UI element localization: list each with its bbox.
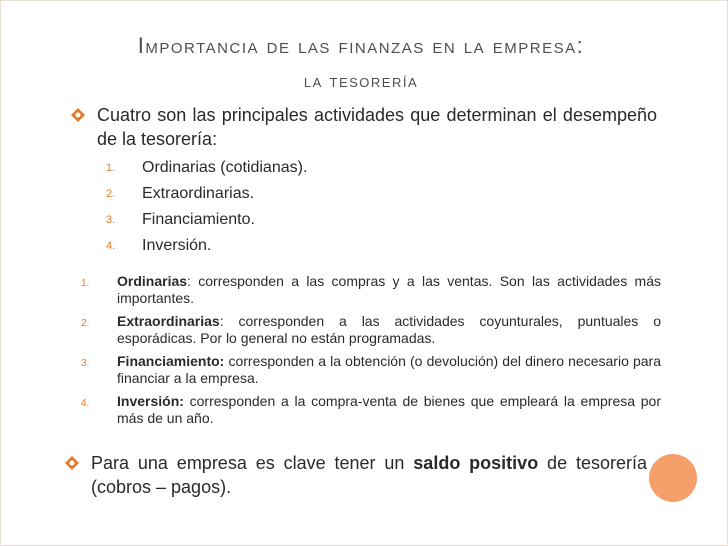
detail-item	[81, 313, 661, 347]
final-bold: saldo positivo	[413, 453, 539, 473]
detail-number: 3.	[81, 358, 90, 369]
detail-term: Financiamiento:	[117, 353, 225, 369]
list-number: 2.	[106, 188, 116, 200]
title-line-1: Importancia de las finanzas en la empresa:	[137, 33, 585, 58]
detail-list	[81, 273, 661, 433]
detail-text	[117, 393, 661, 427]
detail-term: Inversión:	[117, 393, 184, 409]
detail-number: 1.	[81, 278, 90, 289]
detail-number: 2.	[81, 318, 90, 329]
detail-term: Ordinarias	[117, 273, 188, 289]
slide-title	[61, 31, 661, 95]
title-line-2: la tesorería	[303, 71, 419, 92]
final-before: Para una empresa es clave tener un	[91, 453, 414, 473]
detail-sep: :	[187, 273, 191, 289]
detail-desc: corresponden a la obtención (o devolución) del dinero necesario para financiar a la empresa.	[117, 353, 661, 386]
list-number: 4.	[106, 240, 116, 252]
list-text: Inversión.	[142, 237, 212, 254]
detail-desc: corresponden a la compra-venta de bienes que empleará la empresa por más de un año.	[117, 393, 661, 426]
detail-term: Extraordinarias	[117, 313, 220, 329]
detail-text	[117, 273, 661, 307]
intro-text: Cuatro son las principales actividades que determinan el desempeño de la tesorería:	[97, 105, 657, 149]
detail-text	[117, 313, 661, 347]
list-number: 1.	[106, 162, 116, 174]
detail-sep: :	[219, 313, 224, 329]
list-number: 3.	[106, 214, 116, 226]
list-text: Ordinarias (cotidianas).	[142, 159, 308, 176]
detail-number: 4.	[81, 398, 90, 409]
detail-item	[81, 393, 661, 427]
detail-item	[81, 353, 661, 387]
detail-text	[117, 353, 661, 387]
list-item	[106, 181, 506, 207]
list-item	[106, 207, 506, 233]
bullet-icon	[65, 456, 79, 470]
decorative-circle	[649, 454, 697, 502]
list-item	[106, 233, 506, 259]
detail-desc: corresponden a las actividades coyunturales, puntuales o esporádicas. Por lo general no están programadas.	[117, 313, 661, 346]
final-text	[91, 451, 647, 499]
detail-desc: corresponden a las compras y a las ventas. Son las actividades más importantes.	[117, 273, 661, 306]
bullet-icon	[71, 108, 85, 122]
list-item	[106, 155, 506, 181]
list-text: Extraordinarias.	[142, 185, 255, 202]
detail-item	[81, 273, 661, 307]
activities-list	[106, 155, 506, 259]
final-after: de tesorería (cobros – pagos).	[91, 453, 647, 497]
list-text: Financiamiento.	[142, 211, 255, 228]
